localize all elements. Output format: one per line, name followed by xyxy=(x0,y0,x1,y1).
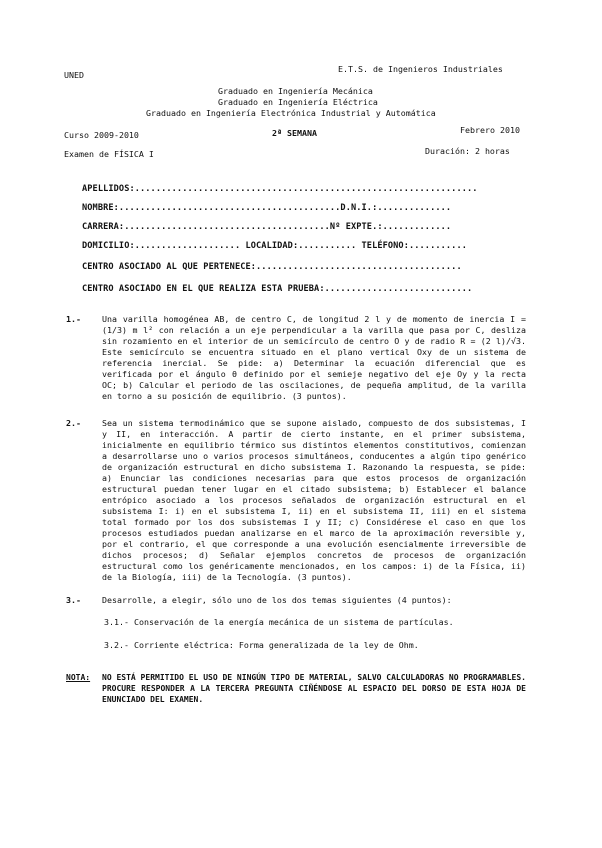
exam-subject: Examen de FÍSICA I xyxy=(64,149,154,159)
question-1-number: 1.- xyxy=(66,314,81,324)
question-3-number: 3.- xyxy=(66,595,81,605)
course-year: Curso 2009-2010 xyxy=(64,130,139,140)
field-centro-asociado: CENTRO ASOCIADO AL QUE PERTENECE:....................................... xyxy=(82,262,462,272)
topic-3-2: 3.2.- Corriente eléctrica: Forma generalizada de la ley de Ohm. xyxy=(104,640,419,650)
field-centro-examen: CENTRO ASOCIADO EN EL QUE REALIZA ESTA PRUEBA:............................ xyxy=(82,284,473,294)
degree-electronics: Graduado en Ingeniería Electrónica Industrial y Automática xyxy=(146,108,436,118)
field-nombre-dni: NOMBRE:..........................................D.N.I.:.............. xyxy=(82,203,452,213)
institution-left: UNED xyxy=(64,70,84,80)
exam-date: Febrero 2010 xyxy=(460,125,520,135)
degree-mechanical: Graduado en Ingeniería Mecánica xyxy=(218,86,373,96)
note-text: NO ESTÁ PERMITIDO EL USO DE NINGÚN TIPO DE MATERIAL, SALVO CALCULADORAS NO PROGRAMABLES. PROCURE RESPONDER A LA TERCERA PREGUNTA CIÑÉNDOSE AL ESPACIO DEL DORSO DE ESTA HOJA DE ENUNCIADO DEL EXAMEN. xyxy=(102,673,526,704)
degree-electrical: Graduado en Ingeniería Eléctrica xyxy=(218,97,378,107)
topic-3-1: 3.1.- Conservación de la energía mecánica de un sistema de partículas. xyxy=(104,617,454,627)
question-2-text: Sea un sistema termodinámico que se supone aislado, compuesto de dos subsistemas, I y II, en interacción. A partir de cierto instante, en el primer subsistema, inicialmente en equilibrio térmico sus distintos elementos constitutivos, comienzan a desarrollarse uno o varios procesos simultáneos, conducentes a algún tipo genérico de organización estructural en dicho subsistema I. Razonando la respuesta, se pide: a) Enunciar las condiciones necesarias para que estos procesos de organización estructural puedan tener lugar en el citado subsistema; b) Establecer el balance entrópico asociado a los procesos señalados de organización estructural en el subsistema I: i) en el subsistema I, ii) en el subsistema II, iii) en el sistema total formado por los dos subsistemas I y II; c) Considérese el caso en que los procesos estudiados puedan analizarse en el marco de la aproximación reversible y, por el contrario, el que corresponde a una evolución esencialmente irreversible de dichos procesos; d) Señalar ejemplos concretos de procesos de organización estructural como los genéricamente mencionados, en los campos: i) de la Física, ii) de la Biología, iii) de la Tecnología. (3 puntos). xyxy=(102,418,526,582)
field-domicilio: DOMICILIO:.................... LOCALIDAD:........... TELÉFONO:........... xyxy=(82,241,467,251)
exam-duration: Duración: 2 horas xyxy=(425,146,510,156)
exam-week: 2ª SEMANA xyxy=(272,128,317,138)
question-3-text: Desarrolle, a elegir, sólo uno de los dos temas siguientes (4 puntos): xyxy=(102,595,452,605)
question-2-number: 2.- xyxy=(66,418,81,428)
note-label: NOTA: xyxy=(66,673,91,682)
question-1-text: Una varilla homogénea AB, de centro C, de longitud 2 l y de momento de inercia I = (1/3) m l² con relación a un eje perpendicular a la varilla que pasa por C, desliza sin rozamiento en el interior de un semicírculo de centro O y de radio R = (2 l)/√3. Este semicírculo se encuentra situado en el plano vertical Oxy de un sistema de referencia inercial. Se pide: a) Determinar la ecuación diferencial que es verificada por el ángulo θ definido por el semieje negativo del eje Oy y la recta OC; b) Calcular el periodo de las oscilaciones, de pequeña amplitud, de la varilla en torno a su posición de equilibrio. (3 puntos). xyxy=(102,314,526,401)
field-apellidos: APELLIDOS:................................................................. xyxy=(82,184,478,194)
field-carrera-expte: CARRERA:.......................................Nº EXPTE.:............. xyxy=(82,222,452,232)
institution-right: E.T.S. de Ingenieros Industriales xyxy=(338,64,503,74)
